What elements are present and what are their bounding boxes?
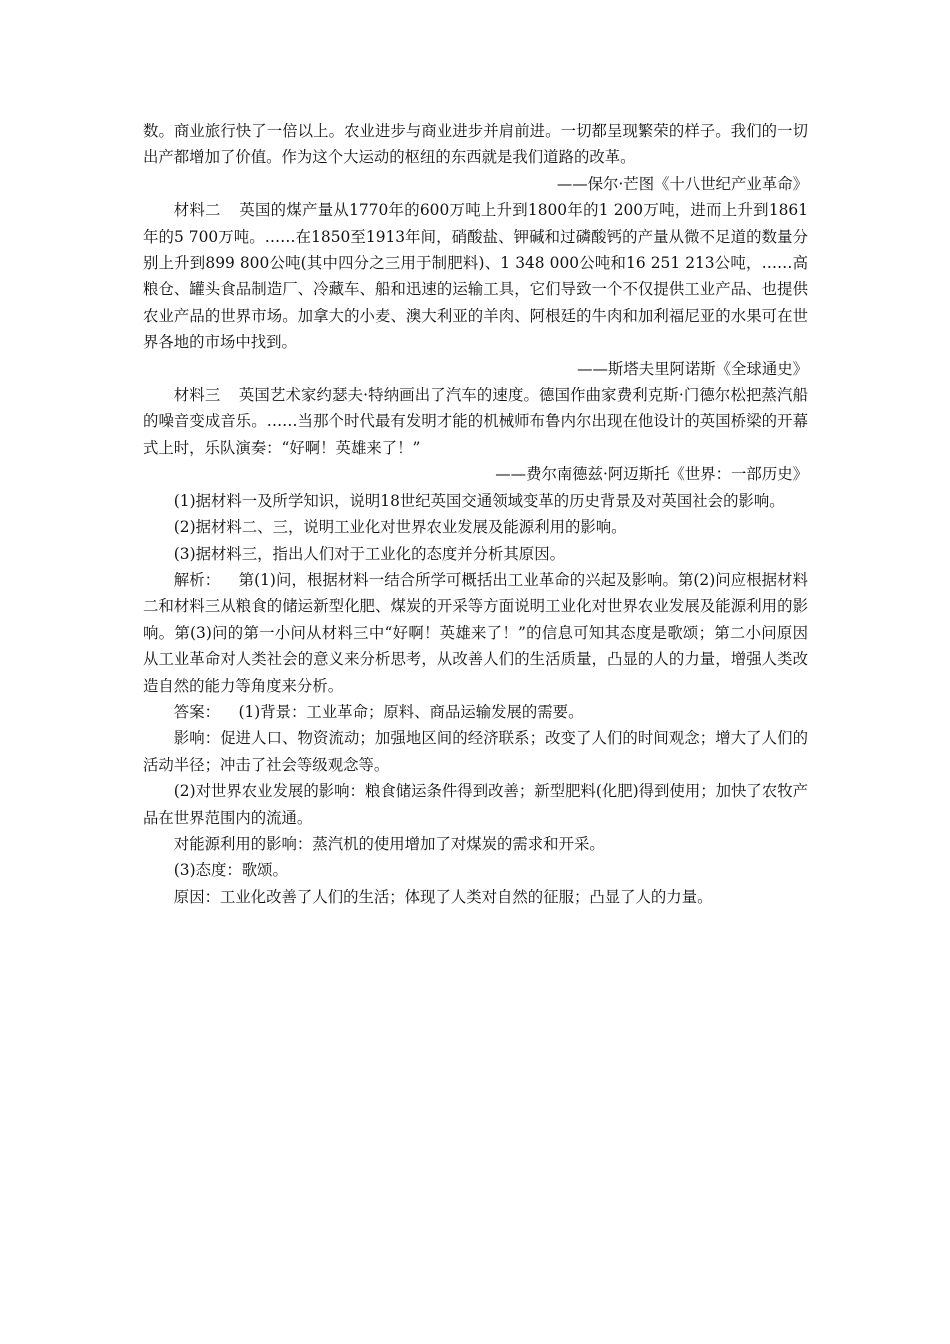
material3-label: 材料三 [173,386,221,405]
analysis-label: 解析： [173,570,221,589]
material2-text: 英国的煤产量从1770年的600万吨上升到1800年的1 200万吨，进而上升到1861年的5 700万吨。……在1850至1913年间，硝酸盐、钾碱和过磷酸钙的产量从微不足道的数量分别上升到899 800公吨(其中四分之三用于制肥料)、1 348 000公吨和16 251 213公吨，……高粮仓、罐头食品制造厂、冷藏车、船和迅速的运输工具，它们导致一个不仅提供工业产品、也提供农业产品的世界市场。加拿大的小麦、澳大利亚的羊肉、阿根廷的牛肉和加利福尼亚的水果可在世界各地的市场中找到。 [143,201,808,352]
answer-1-background [143,699,808,725]
answer-1-background-text: (1)背景：工业革命；原料、商品运输发展的需要。 [238,702,584,721]
material1-source: ——保尔·芒图《十八世纪产业革命》 [556,174,808,193]
answer-3-reason: 原因：工业化改善了人们的生活；体现了人类对自然的征服；凸显了人的力量。 [173,887,713,906]
material2-paragraph [143,197,808,355]
analysis-text: 第(1)问，根据材料一结合所学可概括出工业革命的兴起及影响。第(2)问应根据材料二和材料三从粮食的储运新型化肥、煤炭的开采等方面说明工业化对世界农业发展及能源利用的影响。第(3)问的第一小问从材料三中“好啊！英雄来了！”的信息可知其态度是歌颂；第二小问原因从工业革命对人类社会的意义来分析思考，从改善人们的生活质量，凸显的人的力量，增强人类改造自然的能力等角度来分析。 [143,570,808,695]
material1-tail: 数。商业旅行快了一倍以上。农业进步与商业进步并肩前进。一切都呈现繁荣的样子。我们的一切出产都增加了价值。作为这个大运动的枢纽的东西就是我们道路的改革。 [143,122,808,167]
answer-2-energy: 对能源利用的影响：蒸汽机的使用增加了对煤炭的需求和开采。 [173,834,605,853]
material3-text: 英国艺术家约瑟夫·特纳画出了汽车的速度。德国作曲家费利克斯·门德尔松把蒸汽船的噪音变成音乐。……当那个时代最有发明才能的机械师布鲁内尔出现在他设计的英国桥梁的开幕式上时，乐队演奏：“好啊！英雄来了！” [143,386,808,457]
question-1: (1)据材料一及所学知识，说明18世纪英国交通领域变革的历史背景及对英国社会的影响。 [173,491,785,510]
material3-source: ——费尔南德兹·阿迈斯托《世界：一部历史》 [495,465,808,484]
question-3: (3)据材料三，指出人们对于工业化的态度并分析其原因。 [173,544,565,563]
answer-1-impact: 影响：促进人口、物资流动；加强地区间的经济联系；改变了人们的时间观念；增大了人们的活动半径；冲击了社会等级观念等。 [143,729,808,774]
material2-source: ——斯塔夫里阿诺斯《全球通史》 [577,359,808,378]
answer-2-agriculture: (2)对世界农业发展的影响：粮食储运条件得到改善；新型肥料(化肥)得到使用；加快了农牧产品在世界范围内的流通。 [143,782,808,827]
question-2: (2)据材料二、三，说明工业化对世界农业发展及能源利用的影响。 [173,518,627,537]
answer-label: 答案： [173,702,220,721]
answer-3-attitude: (3)态度：歌颂。 [173,861,288,880]
material2-label: 材料二 [173,201,221,220]
analysis-paragraph [143,567,808,699]
document-page [143,118,808,910]
material3-paragraph [143,382,808,461]
